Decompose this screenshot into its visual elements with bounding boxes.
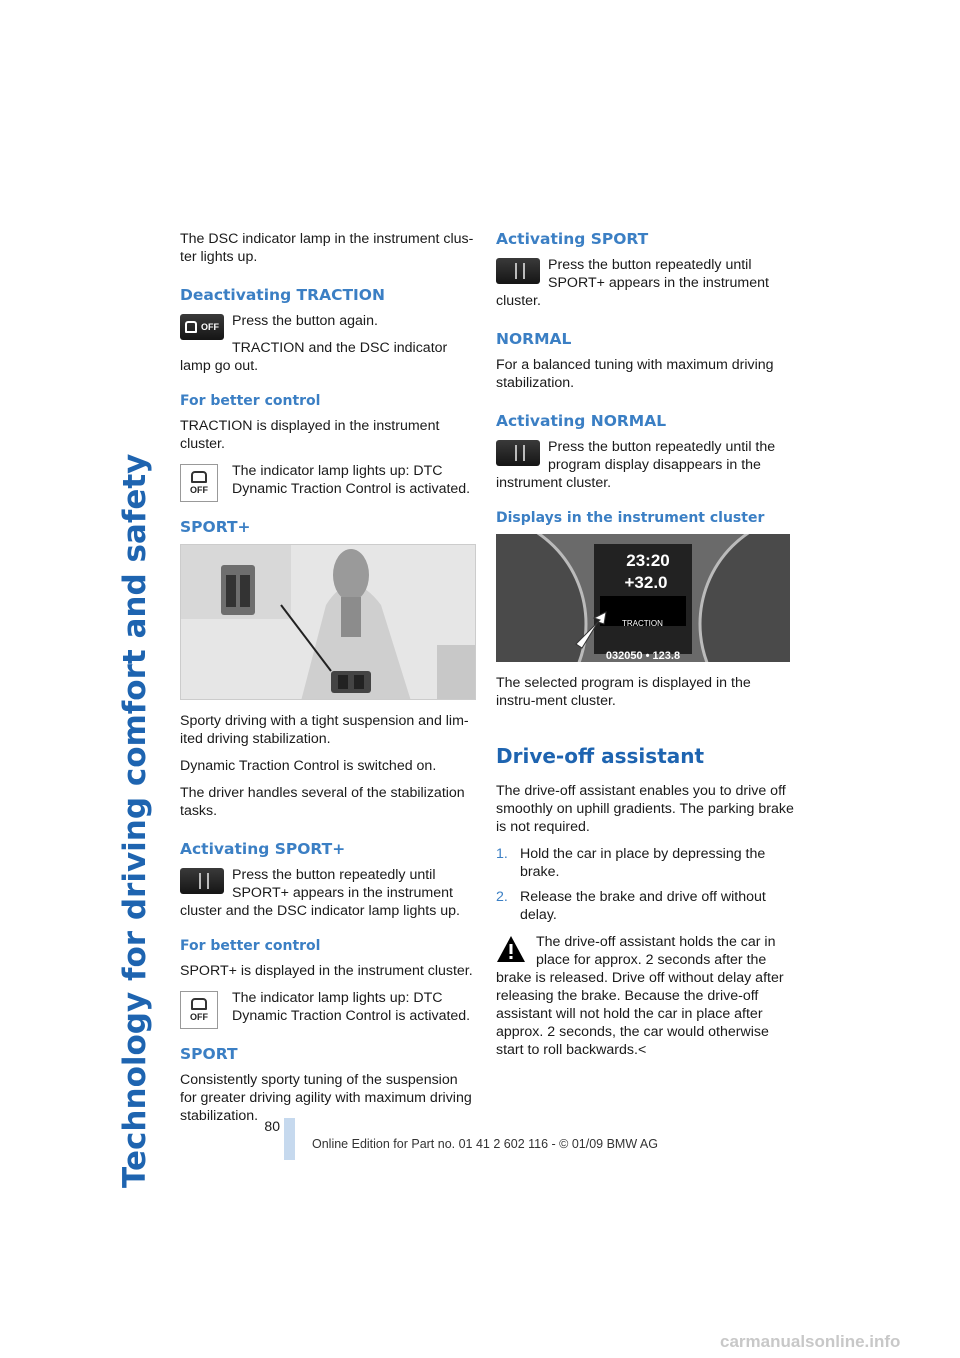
instrument-cluster-image (496, 534, 790, 662)
act-sport-block (496, 256, 794, 310)
edition-note: Online Edition for Part no. 01 41 2 602 116 - © 01/09 BMW AG (312, 1137, 658, 1151)
cluster-time: 23:20 (626, 551, 670, 570)
end-mark: < (637, 1042, 647, 1058)
side-chapter-title: Technology for driving comfort and safety (117, 453, 153, 1188)
deactivate-traction-line2: TRACTION and the DSC indicator lamp go out. (180, 340, 448, 374)
normal-text: For a balanced tuning with maximum driving stabilization. (496, 357, 774, 391)
act-normal-text: Press the button repeatedly until the program display disappears in the instrument cluster. (496, 439, 776, 491)
better-control-2-text: SPORT+ is displayed in the instrument cluster. (180, 963, 473, 979)
heading-activating-sport-plus: Activating SPORT+ (180, 840, 346, 858)
better-control-2-lamp-text: The indicator lamp lights up: DTC Dynamic Traction Control is activated. (232, 990, 471, 1024)
heading-normal: NORMAL (496, 330, 572, 348)
act-sport-plus-block (180, 866, 478, 920)
heading-better-control-1: For better control (180, 393, 321, 409)
dsc-off-button-icon: OFF (180, 314, 224, 340)
right-column (496, 230, 794, 1068)
intro-text: The DSC indicator lamp in the instrument clus-ter lights up. (180, 231, 474, 265)
heading-activating-normal: Activating NORMAL (496, 412, 667, 430)
warning-text: The drive-off assistant holds the car in place for approx. 2 seconds after the brake is released. Drive off without delay after releasing the brake. Because the drive-off assistant will not hold the car in place after approx. 2 seconds, the car would otherwise start to roll backwards. (496, 934, 784, 1058)
better-control-1-text: TRACTION is displayed in the instrument cluster. (180, 418, 440, 452)
cluster-mode: TRACTION (622, 619, 663, 628)
footer-accent-bar (284, 1118, 295, 1160)
rocker-button-icon (180, 868, 224, 894)
heading-deactivating-traction: Deactivating TRACTION (180, 286, 385, 304)
rocker-button-icon (496, 440, 540, 466)
site-watermark: carmanualsonline.info (720, 1332, 901, 1351)
heading-sport: SPORT (180, 1045, 238, 1063)
cluster-odometer: 032050 • 123.8 (605, 650, 681, 662)
heading-displays: Displays in the instrument cluster (496, 510, 765, 526)
better-control-2-lamp (180, 989, 478, 1025)
cluster-temp: +32.0 (624, 573, 668, 592)
heading-better-control-2: For better control (180, 938, 321, 954)
page-number: 80 (264, 1118, 280, 1134)
step-item: 1. Hold the car in place by depressing the brake. (496, 846, 766, 880)
better-control-1-lamp (180, 462, 478, 498)
deactivate-traction-line1: Press the button again. (232, 313, 378, 329)
act-normal-block (496, 438, 794, 492)
heading-drive-off-assistant: Drive-off assistant (496, 744, 705, 768)
act-sport-text: Press the button repeatedly until SPORT+ appears in the instrument cluster. (496, 257, 769, 309)
sport-plus-p2: Dynamic Traction Control is switched on. (180, 758, 437, 774)
drive-off-warning (496, 933, 794, 1059)
better-control-1-lamp-text: The indicator lamp lights up: DTC Dynamic Traction Control is activated. (232, 463, 471, 497)
gear-console-illustration (181, 545, 476, 700)
left-column (180, 230, 478, 1134)
console-photo (180, 544, 476, 700)
heading-activating-sport: Activating SPORT (496, 230, 649, 248)
instrument-cluster-illustration (496, 534, 790, 662)
deactivate-traction-block (180, 312, 478, 375)
heading-sport-plus: SPORT+ (180, 518, 251, 536)
rocker-button-icon (496, 258, 540, 284)
sport-plus-p1: Sporty driving with a tight suspension and lim-ited driving stabilization. (180, 713, 469, 747)
displays-caption: The selected program is displayed in the instru-ment cluster. (496, 675, 751, 709)
warning-triangle-icon (496, 935, 526, 963)
dtc-lamp-icon: OFF (180, 991, 218, 1029)
sport-plus-p3: The driver handles several of the stabilization tasks. (180, 785, 465, 819)
sport-text: Consistently sporty tuning of the suspension for greater driving agility with maximum driving stabilization. (180, 1072, 472, 1124)
drive-off-intro: The drive-off assistant enables you to drive off smoothly on uphill gradients. The parking brake is not required. (496, 783, 794, 835)
act-sport-plus-text: Press the button repeatedly until SPORT+ appears in the instrument cluster and the DSC indicator lamp lights up. (180, 867, 460, 919)
drive-off-steps (496, 845, 794, 924)
dtc-lamp-icon: OFF (180, 464, 218, 502)
step-item: 2. Release the brake and drive off without delay. (496, 889, 766, 923)
